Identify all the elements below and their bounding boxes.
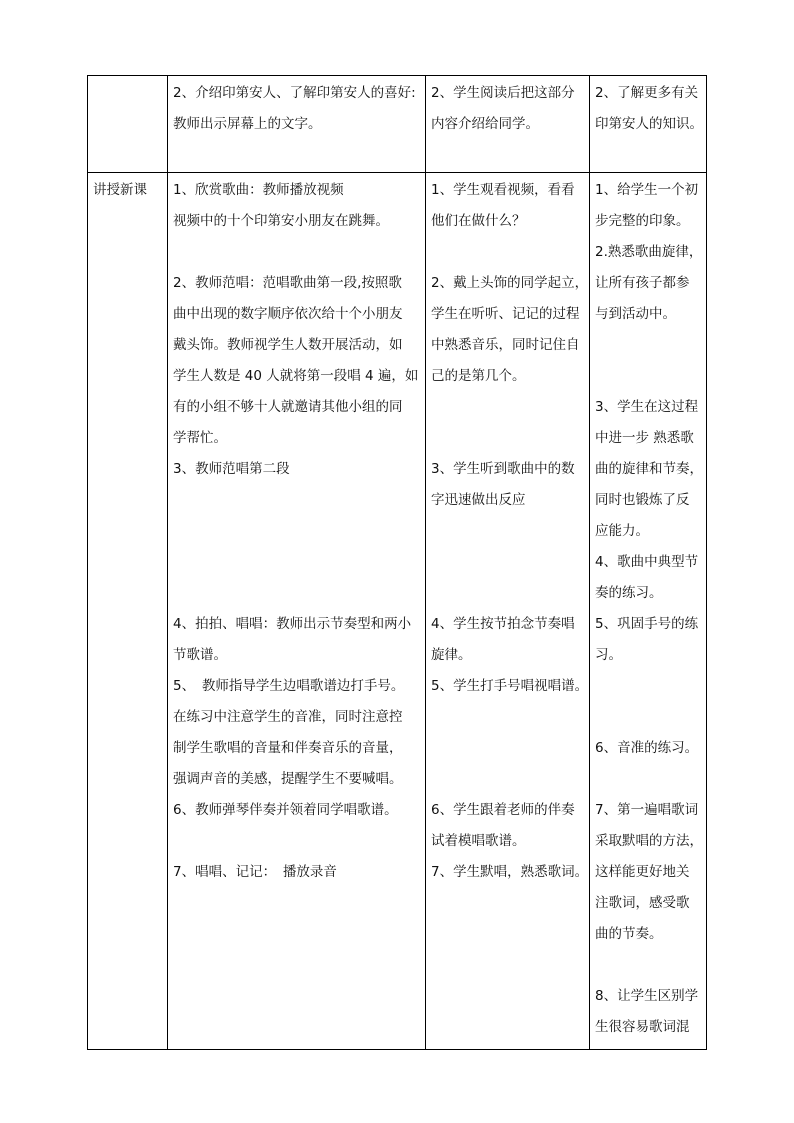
text-line (431, 392, 584, 423)
text-line: 6、教师弹琴伴奏并领着同学唱歌谱。 (173, 802, 398, 818)
text-line: 教师出示屏幕上的文字。 (173, 116, 322, 132)
text-line: 中熟悉音乐，同时记住自 (431, 337, 580, 353)
text-line: 曲中出现的数字顺序依次给十个小朋友 (173, 306, 403, 322)
text-line: 在练习中注意学生的音准，同时注意控 (173, 709, 403, 725)
text-line: 4、歌曲中典型节 (595, 554, 699, 570)
text-line (431, 237, 584, 268)
text-line: 生很容易歌词混 (595, 1019, 690, 1035)
text-line: 这样能更好地关 (595, 864, 690, 880)
text-line: 5、学生打手号唱视唱谱。 (431, 678, 589, 694)
text-line (431, 733, 584, 764)
text-line: 学生人数是 40 人就将第一段唱 4 遍，如 (173, 368, 419, 384)
text-line (173, 826, 420, 857)
text-line: 6、音准的练习。 (595, 740, 699, 756)
text-line (173, 578, 420, 609)
text-line: 4、学生按节拍念节奏唱 (431, 616, 575, 632)
section-cell: 讲授新课 (88, 173, 168, 1050)
student-activity-cell (426, 76, 590, 173)
text-line: 5、 教师指导学生边唱歌谱边打手号。 (173, 678, 405, 694)
text-line: 2、学生阅读后把这部分 (431, 85, 575, 101)
text-line (173, 516, 420, 547)
text-line: 强调声音的美感，提醒学生不要喊唱。 (173, 771, 403, 787)
lesson-plan-table (87, 75, 707, 1050)
text-line: 4、拍拍、唱唱：教师出示节奏型和两小 (173, 616, 412, 632)
text-line: 1、学生观看视频，看看 (431, 182, 575, 198)
text-line: 2、介绍印第安人、了解印第安人的喜好: (173, 85, 416, 101)
text-line: 3、学生在这过程 (595, 399, 699, 415)
teacher-activity-cell (168, 173, 426, 1050)
text-line (595, 361, 701, 392)
text-line: 学生在听听、记记的过程 (431, 306, 580, 322)
text-line: 2、戴上头饰的同学起立， (431, 275, 589, 291)
text-line: 有的小组不够十人就邀请其他小组的同 (173, 399, 403, 415)
text-line (595, 950, 701, 981)
text-line: 7、第一遍唱歌词 (595, 802, 699, 818)
text-line (173, 547, 420, 578)
design-purpose-cell (590, 76, 707, 173)
text-line: 步完整的印象。 (595, 213, 690, 229)
table-row (88, 76, 707, 173)
text-line: 注歌词，感受歌 (595, 895, 690, 911)
text-line: 曲的节奏。 (595, 926, 663, 942)
text-line (173, 485, 420, 516)
text-line: 习。 (595, 647, 622, 663)
section-cell (88, 76, 168, 173)
teacher-activity-cell (168, 76, 426, 173)
text-line: 制学生歌唱的音量和伴奏音乐的音量， (173, 740, 403, 756)
text-line (595, 671, 701, 702)
text-line: 中进一步 熟悉歌 (595, 430, 694, 446)
text-line (595, 764, 701, 795)
text-line (595, 330, 701, 361)
text-line (431, 516, 584, 547)
text-line (431, 578, 584, 609)
text-line: 2、教师范唱：范唱歌曲第一段,按照歌 (173, 275, 402, 291)
text-line: 2、了解更多有关 (595, 85, 699, 101)
text-line (173, 237, 420, 268)
text-line: 与到活动中。 (595, 306, 676, 322)
table-row (88, 173, 707, 1050)
text-line: 1、欣赏歌曲：教师播放视频 (173, 182, 344, 198)
student-activity-cell (426, 173, 590, 1050)
text-line: 视频中的十个印第安小朋友在跳舞。 (173, 213, 389, 229)
text-line: 3、学生听到歌曲中的数 (431, 461, 575, 477)
text-line: 3、教师范唱第二段 (173, 461, 290, 477)
text-line: 8、让学生区别学 (595, 988, 699, 1004)
text-line: 应能力。 (595, 523, 649, 539)
text-line (595, 702, 701, 733)
text-line: 印第安人的知识。 (595, 116, 703, 132)
text-line: 采取默唱的方法， (595, 833, 703, 849)
text-line: 5、巩固手号的练 (595, 616, 699, 632)
text-line: 节歌谱。 (173, 647, 227, 663)
text-line (431, 423, 584, 454)
text-line: 曲的旋律和节奏， (595, 461, 703, 477)
text-line: 戴头饰。教师视学生人数开展活动，如 (173, 337, 403, 353)
text-line: 试着模唱歌谱。 (431, 833, 526, 849)
text-line: 己的是第几个。 (431, 368, 526, 384)
text-line: 7、唱唱、记记： 播放录音 (173, 864, 337, 880)
text-line: 7、学生默唱，熟悉歌词。 (431, 864, 589, 880)
text-line: 他们在做什么？ (431, 213, 526, 229)
text-line (431, 547, 584, 578)
text-line: 同时也锻炼了反 (595, 492, 690, 508)
text-line: 字迅速做出反应 (431, 492, 526, 508)
design-purpose-cell (590, 173, 707, 1050)
text-line: 学帮忙。 (173, 430, 227, 446)
text-line: 奏的练习。 (595, 585, 663, 601)
text-line: 内容介绍给同学。 (431, 116, 539, 132)
text-line: 1、给学生一个初 (595, 182, 699, 198)
text-line (431, 764, 584, 795)
text-line: 旋律。 (431, 647, 472, 663)
text-line: 6、学生跟着老师的伴奏 (431, 802, 575, 818)
text-line: 2.熟悉歌曲旋律， (595, 244, 703, 260)
text-line: 让所有孩子都参 (595, 275, 690, 291)
text-line (431, 702, 584, 733)
